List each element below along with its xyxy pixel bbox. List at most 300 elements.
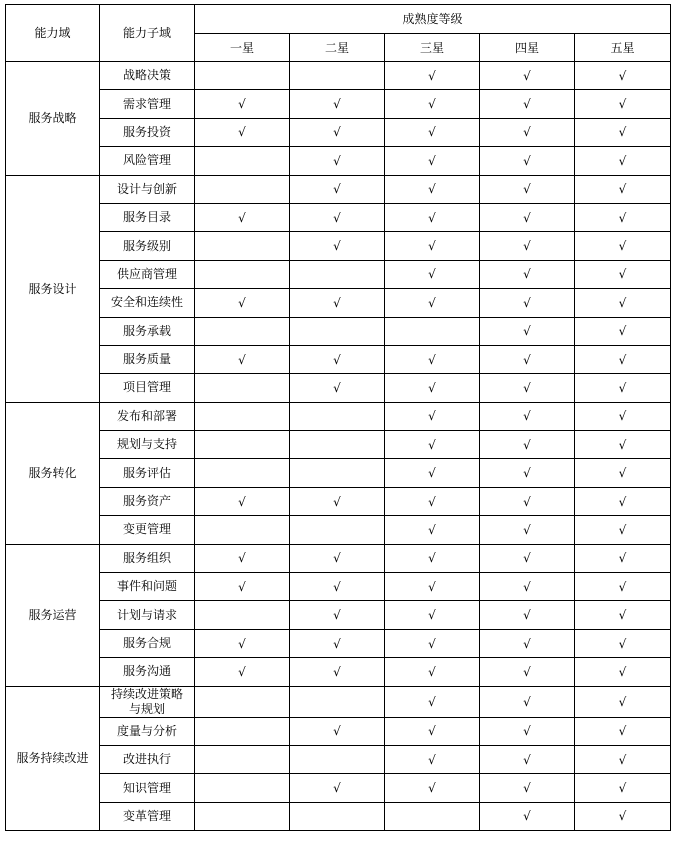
header-subdomain: 能力子域	[100, 5, 195, 62]
table-row	[6, 374, 671, 402]
subdomain-cell: 发布和部署	[100, 402, 195, 430]
check-mark-icon: √	[428, 522, 436, 537]
level-cell	[575, 260, 671, 288]
check-mark-icon: √	[428, 781, 436, 796]
level-cell	[575, 658, 671, 686]
table-row	[6, 90, 671, 118]
check-mark-icon: √	[523, 239, 531, 254]
check-mark-icon: √	[618, 466, 627, 481]
level-cell	[195, 90, 290, 118]
check-mark-icon: √	[428, 153, 436, 168]
header-maturity: 成熟度等级	[195, 5, 671, 34]
header-level-2: 二星	[290, 34, 385, 62]
subdomain-cell: 规划与支持	[100, 431, 195, 459]
level-cell	[195, 745, 290, 773]
level-cell	[385, 203, 480, 231]
subdomain-cell: 服务资产	[100, 487, 195, 515]
level-cell	[575, 544, 671, 572]
table-row	[6, 232, 671, 260]
check-mark-icon: √	[333, 551, 341, 566]
check-mark-icon: √	[618, 522, 627, 537]
check-mark-icon: √	[428, 352, 436, 367]
level-cell	[385, 686, 480, 717]
check-mark-icon: √	[523, 324, 531, 339]
subdomain-cell: 持续改进策略与规划	[100, 686, 195, 717]
subdomain-cell: 服务投资	[100, 118, 195, 146]
level-cell	[290, 402, 385, 430]
check-mark-icon: √	[333, 608, 341, 623]
level-cell	[290, 686, 385, 717]
check-mark-icon: √	[428, 724, 436, 739]
check-mark-icon: √	[618, 125, 627, 140]
check-mark-icon: √	[333, 579, 341, 594]
check-mark-icon: √	[428, 466, 436, 481]
check-mark-icon: √	[523, 579, 531, 594]
level-cell	[290, 745, 385, 773]
check-mark-icon: √	[618, 608, 627, 623]
header-level-4: 四星	[480, 34, 575, 62]
table-row	[6, 147, 671, 175]
subdomain-cell: 供应商管理	[100, 260, 195, 288]
check-mark-icon: √	[523, 267, 531, 282]
check-mark-icon: √	[523, 210, 531, 225]
level-cell	[290, 203, 385, 231]
level-cell	[385, 345, 480, 373]
level-cell	[290, 232, 385, 260]
check-mark-icon: √	[618, 781, 627, 796]
level-cell	[385, 774, 480, 802]
check-mark-icon: √	[428, 664, 436, 679]
check-mark-icon: √	[333, 125, 341, 140]
level-cell	[480, 260, 575, 288]
level-cell	[480, 345, 575, 373]
level-cell	[385, 260, 480, 288]
table-row	[6, 175, 671, 203]
level-cell	[385, 62, 480, 90]
level-cell	[575, 90, 671, 118]
check-mark-icon: √	[238, 551, 246, 566]
table-row	[6, 289, 671, 317]
check-mark-icon: √	[618, 324, 627, 339]
check-mark-icon: √	[428, 608, 436, 623]
domain-cell: 服务运营	[6, 544, 100, 686]
level-cell	[290, 118, 385, 146]
check-mark-icon: √	[618, 579, 627, 594]
check-mark-icon: √	[523, 781, 531, 796]
level-cell	[195, 601, 290, 629]
check-mark-icon: √	[428, 409, 436, 424]
table-row	[6, 802, 671, 830]
check-mark-icon: √	[523, 409, 531, 424]
level-cell	[480, 374, 575, 402]
check-mark-icon: √	[523, 295, 531, 310]
subdomain-cell: 风险管理	[100, 147, 195, 175]
table-row	[6, 686, 671, 717]
level-cell	[290, 544, 385, 572]
level-cell	[480, 745, 575, 773]
level-cell	[480, 289, 575, 317]
level-cell	[195, 147, 290, 175]
level-cell	[385, 601, 480, 629]
check-mark-icon: √	[428, 752, 436, 767]
level-cell	[575, 402, 671, 430]
check-mark-icon: √	[523, 125, 531, 140]
level-cell	[195, 686, 290, 717]
check-mark-icon: √	[618, 68, 627, 83]
level-cell	[480, 317, 575, 345]
table-row	[6, 573, 671, 601]
level-cell	[575, 62, 671, 90]
level-cell	[480, 686, 575, 717]
check-mark-icon: √	[238, 494, 246, 509]
subdomain-cell: 变更管理	[100, 516, 195, 544]
domain-cell: 服务战略	[6, 62, 100, 176]
level-cell	[575, 431, 671, 459]
table-row	[6, 487, 671, 515]
check-mark-icon: √	[333, 664, 341, 679]
level-cell	[290, 62, 385, 90]
level-cell	[195, 717, 290, 745]
check-mark-icon: √	[523, 664, 531, 679]
check-mark-icon: √	[333, 636, 341, 651]
level-cell	[385, 573, 480, 601]
subdomain-cell: 服务目录	[100, 203, 195, 231]
level-cell	[480, 147, 575, 175]
level-cell	[195, 232, 290, 260]
table-row	[6, 658, 671, 686]
level-cell	[480, 232, 575, 260]
check-mark-icon: √	[618, 380, 627, 395]
check-mark-icon: √	[523, 352, 531, 367]
check-mark-icon: √	[618, 352, 627, 367]
check-mark-icon: √	[238, 579, 246, 594]
check-mark-icon: √	[618, 437, 627, 452]
level-cell	[195, 459, 290, 487]
subdomain-cell: 服务级别	[100, 232, 195, 260]
level-cell	[480, 658, 575, 686]
check-mark-icon: √	[238, 97, 246, 112]
level-cell	[480, 717, 575, 745]
check-mark-icon: √	[333, 210, 341, 225]
check-mark-icon: √	[523, 380, 531, 395]
level-cell	[195, 629, 290, 657]
level-cell	[385, 516, 480, 544]
level-cell	[195, 175, 290, 203]
level-cell	[480, 802, 575, 830]
level-cell	[575, 573, 671, 601]
check-mark-icon: √	[333, 97, 341, 112]
check-mark-icon: √	[618, 551, 627, 566]
level-cell	[480, 90, 575, 118]
table-row	[6, 62, 671, 90]
level-cell	[575, 175, 671, 203]
level-cell	[480, 62, 575, 90]
check-mark-icon: √	[428, 437, 436, 452]
level-cell	[290, 459, 385, 487]
table-row	[6, 203, 671, 231]
level-cell	[290, 601, 385, 629]
level-cell	[385, 232, 480, 260]
level-cell	[385, 374, 480, 402]
level-cell	[290, 260, 385, 288]
level-cell	[290, 487, 385, 515]
check-mark-icon: √	[523, 636, 531, 651]
level-cell	[290, 802, 385, 830]
subdomain-cell: 计划与请求	[100, 601, 195, 629]
check-mark-icon: √	[238, 125, 246, 140]
level-cell	[575, 459, 671, 487]
check-mark-icon: √	[428, 210, 436, 225]
check-mark-icon: √	[428, 267, 436, 282]
table-row	[6, 629, 671, 657]
level-cell	[575, 717, 671, 745]
table-row	[6, 717, 671, 745]
check-mark-icon: √	[523, 608, 531, 623]
check-mark-icon: √	[523, 522, 531, 537]
subdomain-cell: 事件和问题	[100, 573, 195, 601]
subdomain-cell: 服务承载	[100, 317, 195, 345]
level-cell	[575, 745, 671, 773]
check-mark-icon: √	[333, 239, 341, 254]
level-cell	[195, 62, 290, 90]
table-row	[6, 345, 671, 373]
check-mark-icon: √	[618, 182, 627, 197]
level-cell	[480, 175, 575, 203]
check-mark-icon: √	[618, 409, 627, 424]
check-mark-icon: √	[523, 724, 531, 739]
table-row	[6, 260, 671, 288]
check-mark-icon: √	[523, 694, 531, 709]
level-cell	[575, 802, 671, 830]
check-mark-icon: √	[428, 125, 436, 140]
level-cell	[575, 345, 671, 373]
subdomain-cell: 度量与分析	[100, 717, 195, 745]
level-cell	[385, 175, 480, 203]
check-mark-icon: √	[618, 97, 627, 112]
level-cell	[195, 516, 290, 544]
level-cell	[385, 459, 480, 487]
check-mark-icon: √	[618, 494, 627, 509]
level-cell	[195, 402, 290, 430]
level-cell	[575, 686, 671, 717]
check-mark-icon: √	[523, 494, 531, 509]
level-cell	[575, 601, 671, 629]
subdomain-cell: 服务质量	[100, 345, 195, 373]
check-mark-icon: √	[428, 694, 436, 709]
check-mark-icon: √	[428, 579, 436, 594]
check-mark-icon: √	[523, 809, 531, 824]
check-mark-icon: √	[333, 352, 341, 367]
check-mark-icon: √	[238, 352, 246, 367]
level-cell	[195, 802, 290, 830]
subdomain-cell: 战略决策	[100, 62, 195, 90]
table-row	[6, 745, 671, 773]
level-cell	[195, 431, 290, 459]
check-mark-icon: √	[333, 153, 341, 168]
check-mark-icon: √	[333, 295, 341, 310]
level-cell	[385, 147, 480, 175]
level-cell	[195, 573, 290, 601]
check-mark-icon: √	[428, 551, 436, 566]
table-row	[6, 118, 671, 146]
check-mark-icon: √	[523, 752, 531, 767]
level-cell	[195, 260, 290, 288]
check-mark-icon: √	[333, 781, 341, 796]
check-mark-icon: √	[618, 153, 627, 168]
check-mark-icon: √	[618, 694, 627, 709]
subdomain-cell: 设计与创新	[100, 175, 195, 203]
subdomain-cell: 项目管理	[100, 374, 195, 402]
level-cell	[290, 147, 385, 175]
check-mark-icon: √	[618, 752, 627, 767]
level-cell	[385, 658, 480, 686]
level-cell	[290, 516, 385, 544]
level-cell	[480, 629, 575, 657]
level-cell	[385, 745, 480, 773]
table-row	[6, 516, 671, 544]
level-cell	[575, 317, 671, 345]
check-mark-icon: √	[428, 239, 436, 254]
check-mark-icon: √	[523, 551, 531, 566]
check-mark-icon: √	[428, 68, 436, 83]
level-cell	[290, 658, 385, 686]
header-level-3: 三星	[385, 34, 480, 62]
level-cell	[290, 374, 385, 402]
level-cell	[290, 774, 385, 802]
level-cell	[575, 629, 671, 657]
subdomain-cell: 安全和连续性	[100, 289, 195, 317]
level-cell	[480, 487, 575, 515]
header-level-5: 五星	[575, 34, 671, 62]
table-row	[6, 402, 671, 430]
check-mark-icon: √	[238, 210, 246, 225]
subdomain-cell: 服务沟通	[100, 658, 195, 686]
level-cell	[385, 431, 480, 459]
level-cell	[575, 289, 671, 317]
table-row	[6, 317, 671, 345]
check-mark-icon: √	[238, 636, 246, 651]
domain-cell: 服务转化	[6, 402, 100, 544]
subdomain-cell: 服务组织	[100, 544, 195, 572]
level-cell	[195, 317, 290, 345]
table-row	[6, 774, 671, 802]
level-cell	[480, 544, 575, 572]
level-cell	[575, 203, 671, 231]
level-cell	[480, 118, 575, 146]
level-cell	[290, 90, 385, 118]
check-mark-icon: √	[333, 380, 341, 395]
domain-cell: 服务设计	[6, 175, 100, 402]
header-domain: 能力域	[6, 5, 100, 62]
check-mark-icon: √	[523, 437, 531, 452]
check-mark-icon: √	[238, 295, 246, 310]
level-cell	[195, 487, 290, 515]
level-cell	[575, 516, 671, 544]
level-cell	[385, 289, 480, 317]
level-cell	[480, 431, 575, 459]
check-mark-icon: √	[618, 724, 627, 739]
header-level-1: 一星	[195, 34, 290, 62]
level-cell	[480, 774, 575, 802]
level-cell	[575, 487, 671, 515]
level-cell	[290, 629, 385, 657]
check-mark-icon: √	[428, 636, 436, 651]
level-cell	[480, 516, 575, 544]
check-mark-icon: √	[618, 210, 627, 225]
level-cell	[385, 544, 480, 572]
subdomain-cell: 需求管理	[100, 90, 195, 118]
level-cell	[480, 573, 575, 601]
check-mark-icon: √	[428, 295, 436, 310]
table-row	[6, 459, 671, 487]
level-cell	[575, 232, 671, 260]
subdomain-cell: 服务评估	[100, 459, 195, 487]
subdomain-cell: 变革管理	[100, 802, 195, 830]
check-mark-icon: √	[523, 466, 531, 481]
maturity-table	[5, 4, 671, 831]
level-cell	[385, 487, 480, 515]
level-cell	[575, 374, 671, 402]
check-mark-icon: √	[523, 97, 531, 112]
level-cell	[290, 289, 385, 317]
level-cell	[575, 118, 671, 146]
check-mark-icon: √	[618, 809, 627, 824]
level-cell	[480, 601, 575, 629]
level-cell	[290, 345, 385, 373]
level-cell	[385, 118, 480, 146]
check-mark-icon: √	[428, 380, 436, 395]
level-cell	[195, 345, 290, 373]
check-mark-icon: √	[523, 153, 531, 168]
check-mark-icon: √	[428, 97, 436, 112]
level-cell	[195, 774, 290, 802]
check-mark-icon: √	[523, 68, 531, 83]
level-cell	[575, 147, 671, 175]
level-cell	[290, 431, 385, 459]
level-cell	[385, 717, 480, 745]
table-row	[6, 601, 671, 629]
check-mark-icon: √	[618, 239, 627, 254]
level-cell	[385, 317, 480, 345]
level-cell	[195, 203, 290, 231]
level-cell	[385, 629, 480, 657]
level-cell	[575, 774, 671, 802]
level-cell	[195, 289, 290, 317]
check-mark-icon: √	[523, 182, 531, 197]
check-mark-icon: √	[618, 636, 627, 651]
domain-cell: 服务持续改进	[6, 686, 100, 831]
table-row	[6, 431, 671, 459]
check-mark-icon: √	[428, 494, 436, 509]
level-cell	[195, 374, 290, 402]
check-mark-icon: √	[333, 724, 341, 739]
level-cell	[290, 175, 385, 203]
check-mark-icon: √	[618, 664, 627, 679]
level-cell	[385, 802, 480, 830]
check-mark-icon: √	[618, 267, 627, 282]
level-cell	[290, 573, 385, 601]
level-cell	[480, 203, 575, 231]
level-cell	[480, 459, 575, 487]
level-cell	[195, 118, 290, 146]
check-mark-icon: √	[428, 182, 436, 197]
table-row	[6, 544, 671, 572]
check-mark-icon: √	[333, 182, 341, 197]
check-mark-icon: √	[618, 295, 627, 310]
table-body	[6, 62, 671, 831]
subdomain-cell: 知识管理	[100, 774, 195, 802]
level-cell	[385, 402, 480, 430]
